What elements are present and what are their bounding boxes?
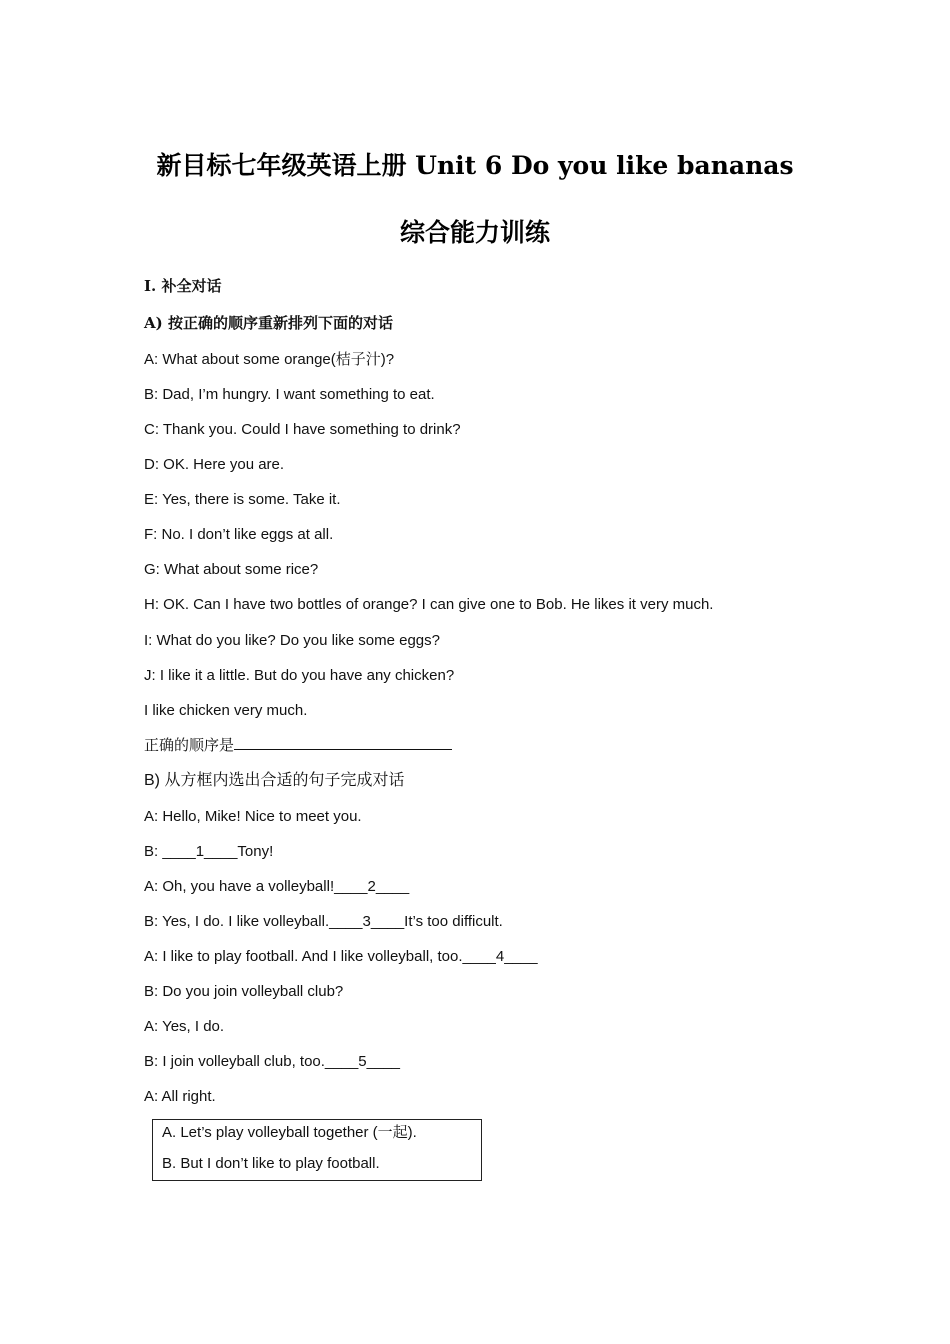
answer-label: 正确的顺序是 <box>144 737 235 754</box>
option-a: A. Let’s play volleyball together (一起). <box>162 1124 417 1141</box>
section-heading: I. 补全对话 <box>144 277 222 295</box>
dialogue-line: A: Hello, Mike! Nice to meet you. <box>144 808 362 825</box>
document-title: 新目标七年级英语上册 Unit 6 Do you like bananas <box>156 151 794 180</box>
dialogue-line: I: What do you like? Do you like some eggs? <box>144 632 440 649</box>
dialogue-line: G: What about some rice? <box>144 561 319 578</box>
dialogue-line: F: No. I don’t like eggs at all. <box>144 526 334 543</box>
dialogue-line: B: Dad, I’m hungry. I want something to eat. <box>144 386 435 403</box>
dialogue-line: J: I like it a little. But do you have any chicken? <box>144 667 455 684</box>
dialogue-line: A: All right. <box>144 1088 216 1105</box>
option-b: B. But I don’t like to play football. <box>162 1155 380 1172</box>
part-a-heading: A) 按正确的顺序重新排列下面的对话 <box>144 314 393 332</box>
dialogue-line: A: What about some orange(桔子汁)? <box>144 351 395 368</box>
options-box <box>152 1119 482 1181</box>
part-b-heading: B) 从方框内选出合适的句子完成对话 <box>144 772 405 789</box>
dialogue-line: H: OK. Can I have two bottles of orange? I can give one to Bob. He likes it very much. <box>144 596 714 613</box>
dialogue-line: B: Yes, I do. I like volleyball.____3____It’s too difficult. <box>144 913 503 930</box>
dialogue-line: B: ____1____Tony! <box>144 843 274 860</box>
dialogue-line: A: Yes, I do. <box>144 1018 225 1035</box>
dialogue-line: B: Do you join volleyball club? <box>144 983 344 1000</box>
answer-line <box>144 735 452 756</box>
dialogue-line: I like chicken very much. <box>144 702 308 719</box>
document-subtitle: 综合能力训练 <box>399 218 550 247</box>
dialogue-line: A: Oh, you have a volleyball!____2____ <box>144 878 410 895</box>
dialogue-line: E: Yes, there is some. Take it. <box>144 491 341 508</box>
dialogue-line: A: I like to play football. And I like volleyball, too.____4____ <box>144 948 538 965</box>
dialogue-line: C: Thank you. Could I have something to drink? <box>144 421 461 438</box>
dialogue-line: B: I join volleyball club, too.____5____ <box>144 1053 401 1070</box>
dialogue-line: D: OK. Here you are. <box>144 456 285 473</box>
answer-blank[interactable] <box>234 735 452 750</box>
